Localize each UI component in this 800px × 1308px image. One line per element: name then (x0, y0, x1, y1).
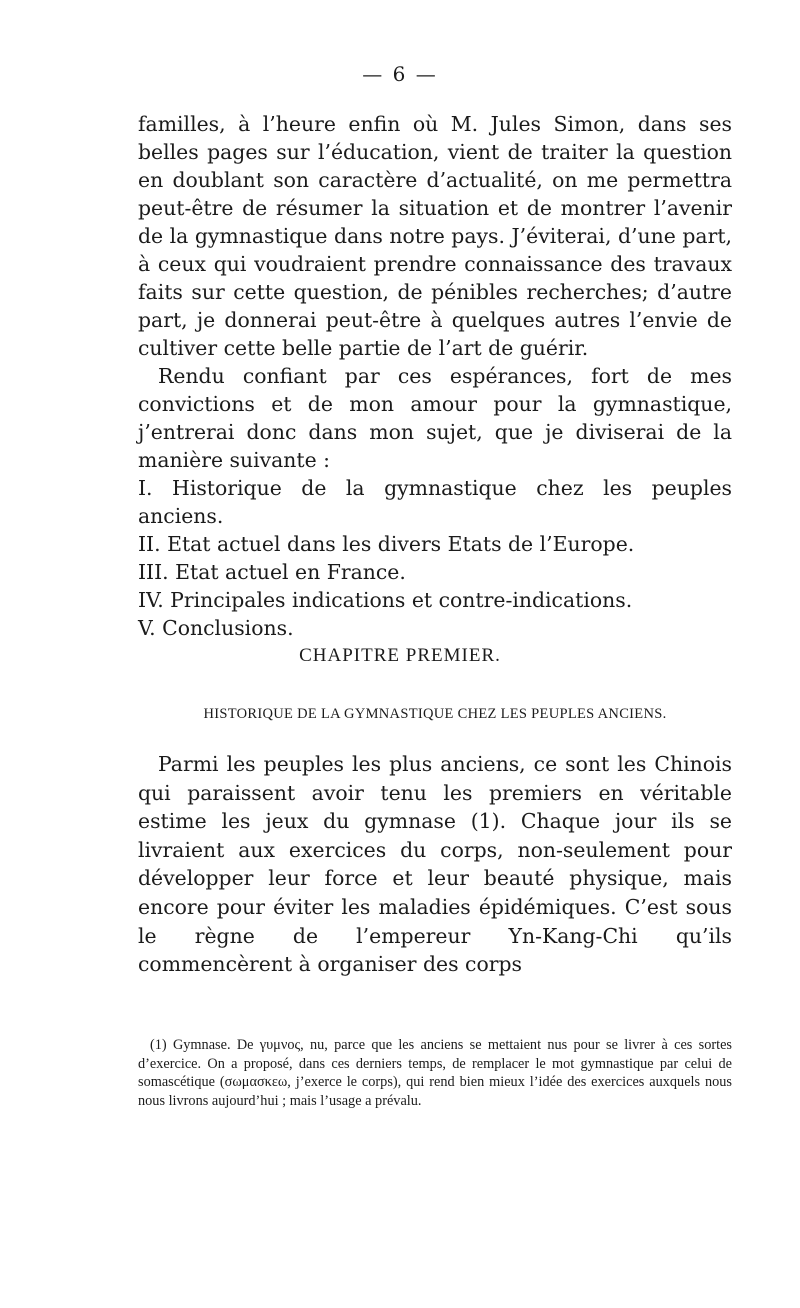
chapter-title: CHAPITRE PREMIER. (299, 645, 501, 666)
chapter-paragraph: Parmi les peuples les plus anciens, ce sont les Chinois qui paraissent avoir tenu les premiers en véritable estime les jeux du gymnase (1). Chaque jour ils se livraient aux exercices du corps, non-seulement pour développer leur force et leur beauté physique, mais encore pour éviter les maladies épidémiques. C’est sous le règne de l’empereur Yn-Kang-Chi qu’ils commencèrent à organiser des corps (138, 752, 732, 977)
plan-item: V. Conclusions. (138, 616, 294, 640)
intro-paragraph: familles, à l’heure enfin où M. Jules Simon, dans ses belles pages sur l’éducation, vient de traiter la question en doublant son caractère d’actualité, on me permettra peut-être de résumer la situation et de montrer l’avenir de la gymnastique dans notre pays. J’éviterai, d’une part, à ceux qui voudraient prendre connaissance des travaux faits sur cette question, de pénibles recherches; d’autre part, je donnerai peut-être à quelques autres l’envie de cultiver cette belle partie de l’art de guérir. (138, 112, 732, 360)
main-text (138, 110, 732, 642)
plan-list (138, 474, 732, 642)
plan-item: I. Historique de la gymnastique chez les peuples anciens. (138, 476, 732, 528)
chapter-text (138, 750, 732, 979)
section-title: HISTORIQUE DE LA GYMNASTIQUE CHEZ LES PEUPLES ANCIENS. (203, 706, 667, 722)
page-number: — 6 — (362, 62, 438, 86)
footnote-text: (1) Gymnase. De γυμνος, nu, parce que les anciens se mettaient nus pour se livrer à ces sortes d’exercice. On a proposé, dans ces derniers temps, de remplacer le mot gymnastique par celui de somascétique (σωμασκεω, j’exerce le corps), qui rend bien mieux l’idée des exercices auxquels nous nous livrons aujourd’hui ; mais l’usage a prévalu. (138, 1037, 732, 1109)
plan-paragraph: Rendu confiant par ces espérances, fort de mes convictions et de mon amour pour la gymnastique, j’entrerai donc dans mon sujet, que je diviserai de la manière suivante : (138, 364, 732, 472)
plan-item: III. Etat actuel en France. (138, 560, 406, 584)
footnote (138, 1036, 732, 1110)
plan-item: IV. Principales indications et contre-indications. (138, 588, 633, 612)
plan-item: II. Etat actuel dans les divers Etats de l’Europe. (138, 532, 635, 556)
